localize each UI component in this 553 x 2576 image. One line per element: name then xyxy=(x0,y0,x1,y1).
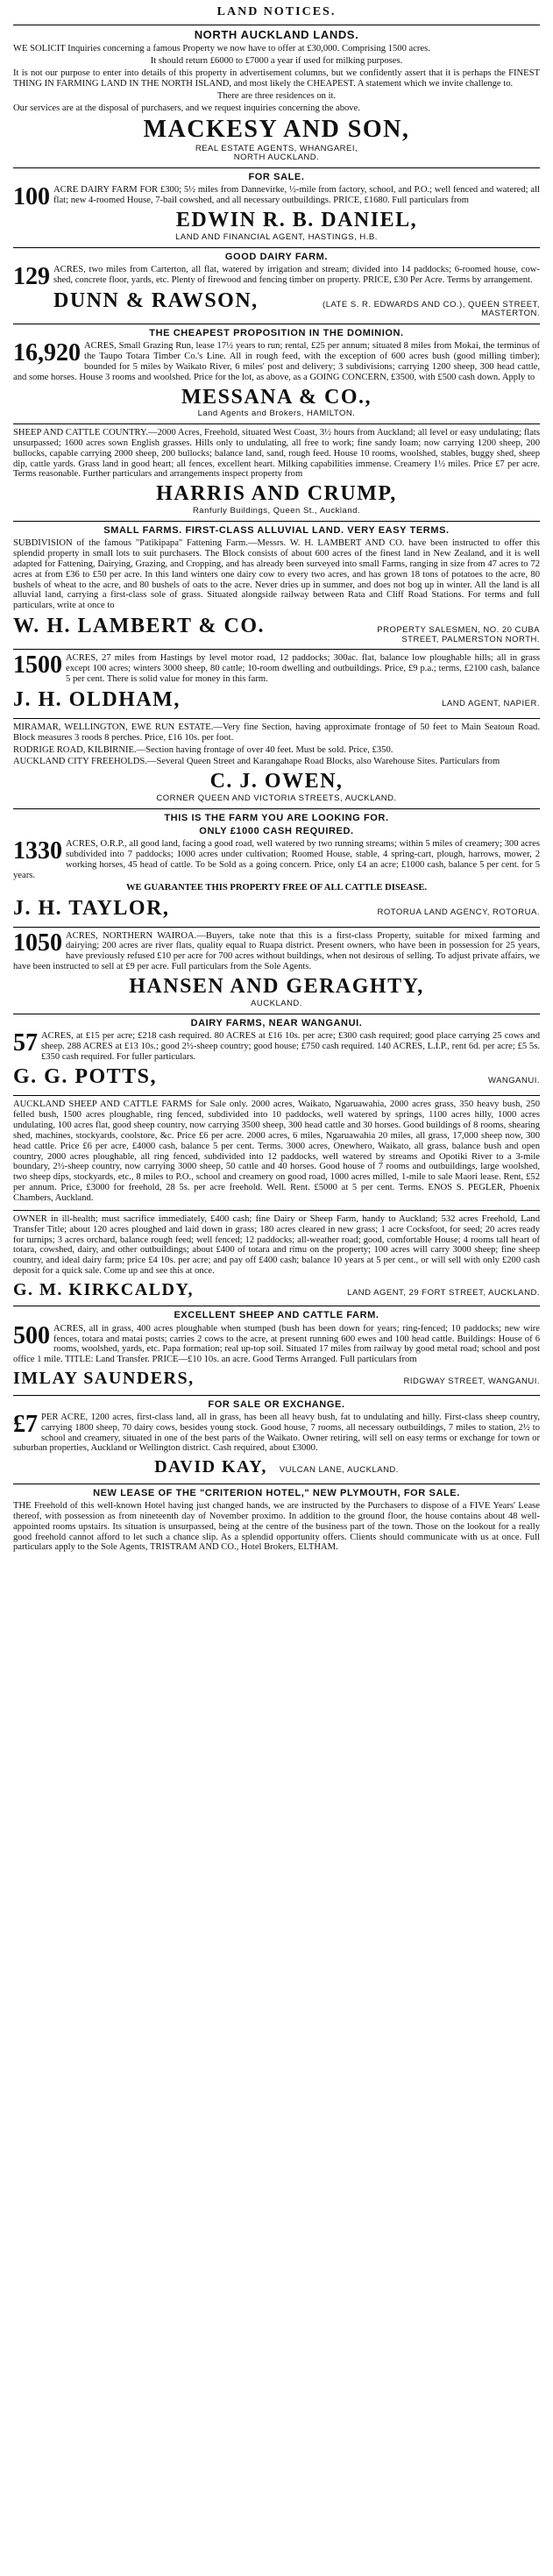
advertiser-name: HANSEN AND GERAGHTY, xyxy=(129,975,424,999)
ad-heading: DAIRY FARMS, NEAR WANGANUI. xyxy=(190,1017,363,1028)
ad-text: There are three residences on it. xyxy=(216,90,337,101)
advertiser-name: J. H. OLDHAM, xyxy=(13,688,181,711)
advertiser-sub: ROTORUA LAND AGENCY, ROTORUA. xyxy=(377,907,540,917)
ad-text: ACRES, NORTHERN WAIROA.—Buyers, take note that this is a first-class Property, suitable for mixed farming and dairying; 200 acres are river flats, quality equal to Ruapa district. Present owners, who have been in possession for 25 years, have previously refused £10 per acre for 700 acres without buildings, when not desirous of selling. To adjust private affairs, we have been instructed to sell at £9 per acre. Full particulars from the Sole Agents. xyxy=(13,930,540,972)
advertiser-name: W. H. LAMBERT & CO. xyxy=(13,615,266,638)
ad-text: ACRES, at £15 per acre; £218 cash required. 80 ACRES at £16 10s. per acre; £300 cash required; good place carrying 25 cows and sheep. 288 ACRES at £13 10s.; good 2½-sheep country; good house; £750 cash required. 140 ACRES, L.I.P., rent 6d. per acre; £5 5s. £350 cash required. For fuller particulars. xyxy=(41,1030,540,1062)
ad-text: SUBDIVISION of the famous "Patikipapa" Fattening Farm.—Messrs. W. H. LAMBERT AND CO. have been instructed to offer this splendid property in small lots to suit purchasers. The Block consists of about 600 acres of the finest land in New Zealand, and it is well adapted for Fattening, Dairying, Grazing, and Cropping, and has already been surveyed into small Farms, ranging in size from 47 acres to 72 acres at from £36 to £50 per acre. In this land winters one dairy cow to every two acres, and has grown 18 tons of potatoes to the acre, 80 bushels of wheat to the acre, and 80 bushels of oats to the acre. Never dries up in summer, and does not bog up in winter. All the land is all alluvial land, carrying a first-class sole of grass. Situated alongside railway between Rata and Cliff Road Stations. For terms and full particulars, write at once to xyxy=(13,538,540,611)
ad-hansen-geraghty xyxy=(13,928,540,1014)
ad-text: PER ACRE, 1200 acres, first-class land, all in grass, has been all heavy bush, fat to undulating and hilly. First-class sheep country, carrying 1800 sheep, 70 dairy cows, besides young stock. Good house, 7 rooms, all necessary outbuildings, 7 miles to station, 2½ to school and creamery, situated in one of the best parts of the Waikato. Owner retiring, will sell on easy terms or exchange for town or suburban properties, Auckland or Wellington district. Cash required, about £3000. xyxy=(13,1412,540,1454)
advertiser-name: MACKESY AND SON, xyxy=(143,116,410,144)
ad-heading: FOR SALE OR EXCHANGE. xyxy=(208,1398,345,1410)
ad-tristram xyxy=(13,1484,540,1560)
advertiser-sub: WANGANUI. xyxy=(487,1076,540,1086)
advertiser-name: MESSANA & CO., xyxy=(181,385,372,409)
ad-daniel xyxy=(13,168,540,248)
ad-text: It is not our purpose to enter into details of this property in advertisement columns, but we confidently assert that it is perhaps the FINEST THING IN FARMING LAND IN THE NORTH ISLAND, and most likely the CHEAPEST. A statement which we invite challenge to. xyxy=(13,68,540,89)
ad-oldham xyxy=(13,650,540,718)
newspaper-page xyxy=(13,4,540,2565)
advertiser-sub: AUCKLAND. xyxy=(251,998,302,1008)
ad-heading: SMALL FARMS. FIRST-CLASS ALLUVIAL LAND. VERY EASY TERMS. xyxy=(103,524,450,536)
ad-text: ACRES, two miles from Carterton, all flat, watered by irrigation and stream; divided into 14 paddocks; 6-roomed house, cow-shed, concrete floor, yards, etc. Plenty of firewood and fencing timber on property. PRICE, £30 Per Acre. Terms by arrangement. xyxy=(53,264,540,285)
ad-heading: GOOD DAIRY FARM. xyxy=(224,251,329,262)
advertiser-sub: REAL ESTATE AGENTS, WHANGAREI, xyxy=(195,143,358,153)
advertiser-name: J. H. TAYLOR, xyxy=(13,896,170,920)
ad-text: WE GUARANTEE THIS PROPERTY FREE OF ALL CATTLE DISEASE. xyxy=(125,882,428,893)
ad-heading: FOR SALE. xyxy=(248,171,305,182)
ad-heading: THIS IS THE FARM YOU ARE LOOKING FOR. xyxy=(164,812,389,823)
advertiser-sub: LAND AGENT, 29 FORT STREET, AUCKLAND. xyxy=(347,1288,540,1299)
ad-text: ACRE DAIRY FARM FOR £300; 5½ miles from Dannevirke, ½-mile from factory, school, and P.O.; well fenced and watered; all flat; new 4-roomed House, 7-bail cowshed, and all necessary outbuildings. PRICE, £1680. Full particulars from xyxy=(53,185,540,206)
ad-number: 100 xyxy=(13,183,50,211)
ad-number: 1500 xyxy=(13,651,62,680)
ad-number: 500 xyxy=(13,1321,50,1349)
ad-number: 1050 xyxy=(13,929,62,957)
ad-text: AUCKLAND CITY FREEHOLDS.—Several Queen Street and Karangahape Road Blocks, also Warehouse Sites. Particulars from xyxy=(13,757,500,767)
ad-number: 1330 xyxy=(13,837,62,865)
ad-text: ACRES, O.R.P., all good land, facing a good road, well watered by two running streams; within 5 miles of creamery; 300 acres subdivided into 7 paddocks; 1000 acres under cultivation; Roomed House, stable, 4 spring-cart, plough, harrows, mower, 2 working horses, 45 head of cattle. To be Sold as a going concern. Price, only £4 an acre; £1000 cash, balance 5 per cent. for 5 years. xyxy=(13,839,540,881)
advertiser-sub: CORNER QUEEN AND VICTORIA STREETS, AUCKLAND. xyxy=(156,793,397,804)
ad-dunn-rawson xyxy=(13,248,540,324)
advertiser-name: EDWIN R. B. DANIEL, xyxy=(175,209,418,232)
advertiser-name: G. M. KIRKCALDY, xyxy=(13,1280,195,1300)
advertiser-place: NORTH AUCKLAND. xyxy=(233,153,320,163)
advertiser-sub: PROPERTY SALESMEN, NO. 20 CUBA STREET, PALMERSTON NORTH. xyxy=(377,625,540,644)
advertiser-sub: VULCAN LANE, AUCKLAND. xyxy=(279,1465,399,1476)
ad-pegler xyxy=(13,1096,540,1211)
advertiser-sub: Land Agents and Brokers, HAMILTON. xyxy=(197,409,356,419)
ad-text: WE SOLICIT Inquiries concerning a famous Property we now have to offer at £30,000. Comprising 1500 acres. xyxy=(13,44,430,54)
ad-number: 16,920 xyxy=(13,339,81,367)
ad-saunders xyxy=(13,1306,540,1395)
ad-number: £7 xyxy=(13,1410,38,1438)
advertiser-sub: Ranfurly Buildings, Queen St., Auckland. xyxy=(192,506,361,516)
ad-text: OWNER in ill-health; must sacrifice immediately, £400 cash; fine Dairy or Sheep Farm, handy to Auckland; 532 acres Freehold, Land Transfer Title; about 120 acres ploughed and laid down in grass; 180 acres cleared in new grass; 1 acre Cocksfoot, for seed; 20 acres ready for turnips; 3 acres orchard, balance rough feed; well fenced; 12 paddocks; all-weather road; good, comfortable House; 4 rooms tall heart of totara, cowshed, dairy, and other outbuildings; about £400 of totara and rimu on the property; 100 acres will carry 3000 sheep; fine sheep country, and ideal dairy farm; price £4 10s. per acre; and pay off £400 cash; balance 10 years at 5 per cent., or will sell with only £200 cash deposit for a quick sale. Come up and see this at once. xyxy=(13,1213,540,1277)
ad-messana xyxy=(13,324,540,424)
advertiser-name: G. G. POTTS, xyxy=(13,1065,158,1089)
ad-potts xyxy=(13,1014,540,1097)
ad-lambert xyxy=(13,522,540,651)
ad-heading: NORTH AUCKLAND LANDS. xyxy=(194,27,359,41)
advertiser-name: IMLAY SAUNDERS, xyxy=(13,1369,195,1389)
advertiser-sub: (LATE S. R. EDWARDS AND CO.), QUEEN STREET, MASTERTON. xyxy=(323,299,540,319)
advertiser-sub: LAND AND FINANCIAL AGENT, HASTINGS, H.B. xyxy=(175,231,378,242)
ad-text: It should return £6000 to £7000 a year if used for milking purposes. xyxy=(150,56,403,67)
ad-number: 129 xyxy=(13,262,50,290)
ad-text: ACRES, all in grass, 400 acres ploughable when stumped (bush has been down for years; ring-fenced; 10 paddocks; new wire fences, totara and matai posts; carries 2 cows to the acre, at present running 600 ewes and 100 head cattle. Buildings: House of 6 rooms, woolshed, yards, etc. Papa formation; real up-top soil. Situated 17 miles from railway by good metal road; school and post office 1 mile. TITLE: Land Transfer. PRICE—£10 10s. an acre. Good Terms Arranged. Full particulars from xyxy=(13,1323,540,1365)
ad-owen xyxy=(13,719,540,809)
advertiser-name: C. J. OWEN, xyxy=(209,770,344,793)
ad-number: 57 xyxy=(13,1028,38,1057)
ad-text: AUCKLAND SHEEP AND CATTLE FARMS for Sale only. 2000 acres, Waikato, Ngaruawahia, 2000 acres grass, 350 heavy bush, 250 felled bush, 1500 acres ploughable, ring fenced, subdivided into 10 paddocks, well watered by springs, 1100 acres hilly, 1000 acres undulating, 100 acres flat, good sheep country, now carrying 3500 sheep, 300 head cattle and 30 horses. Good buildings of 8 rooms, shearing shed, machines, stockyards, coolstore, &c. Price £6 per acre. 2000 acres, 6 miles, Ngaruawahia 20 miles, all grass, 17,000 sheep now, 300 head cattle. Price £6 per acre, £4000 cash, balance 5 per cent. Terms. 3000 acres, Onewhero, Waikato, all grass, balance bush and open country, 2000 acres ploughable, all ring fenced, subdivided into 12 paddocks, well watered by streams and Opotiki River to a 3-mile boundary, 2½-sheep country, now carrying 3000 sheep, 50 cattle and 40 horses. Good house of 7 rooms and outbuildings, large woolshed, two sheep dips, stockyards, etc., 8 miles to P.O., school and creamery on good road, 1000 acres milled, 1-mile to sale Maori lease. Rent, £52 per annum. Price, £3000 for freehold, 28 5s. per acre freehold. Well. Rent. £5000 at 5 per cent. Terms. ENOS S. PEGLER, Phoenix Chambers, Auckland. xyxy=(13,1099,540,1204)
ad-harris-crump xyxy=(13,424,540,522)
ad-taylor xyxy=(13,809,540,928)
ad-text: SHEEP AND CATTLE COUNTRY.—2000 Acres, Freehold, situated West Coast, 3½ hours from Auckland; all level or easy undulating; flats unsurpassed; 1600 acres sown English grasses. Hills only to undulating, all free to work; fine sandy loam; now carrying 1200 sheep, 200 bullocks, capable carrying 2000 sheep, 200 bullocks; balance land, sand, rough feed. House 10 rooms, woolshed, stables, buggy shed, sheep dip, cattle yards. Grass land in good heart; all fences, excellent heart. Milking capabilities immense. Creamery 1½ miles. Price £7 per acre. Terms reasonable. Further particulars and arrangements inspect property from xyxy=(13,428,540,480)
ad-text: THE Freehold of this well-known Hotel having just changed hands, we are instructed by the Purchasers to dispose of a FIVE Years' Lease thereof, with possession as from nineteenth day of November proximo. In addition to the ground floor, the house contains about 48 well-appointed rooms upstairs. Its situation is unsurpassed, being at the centre of the business part of the town. Those on the lookout for a really good freehold cannot afford to let such a chance slip. As a splendid opportunity offers. Clients should communicate with us at once. Full particulars apply to the Sole Agents, TRISTRAM AND CO., Hotel Brokers, ELTHAM. xyxy=(13,1501,540,1553)
advertiser-sub: RIDGWAY STREET, WANGANUI. xyxy=(403,1377,540,1387)
ad-text: Our services are at the disposal of purchasers, and we request inquiries concerning the above. xyxy=(13,103,360,113)
ad-text: ACRES, Small Grazing Run, lease 17½ years to run; rental, £25 per annum; situated 8 miles from Mokai, the terminus of the Taupo Totara Timber Co.'s Line. All in rough feed, with the exception of 600 acres bush (good milling timber); bounded for 5 miles by Waikato River, 6 miles' post and delivery; 3 subdivisions; carrying 1200 sheep, 300 head cattle, and some horses. House 3 rooms and woolshed. Price for the lot, as above, as a GOING CONCERN, £3500, with £500 cash down. Apply to xyxy=(13,341,540,382)
ad-text: RODRIGE ROAD, KILBIRNIE.—Section having frontage of over 40 feet. Must be sold. Price, £350. xyxy=(13,744,393,755)
ad-text: ACRES, 27 miles from Hastings by level motor road, 12 paddocks; 300ac. flat, balance low ploughable hills; all in grass except 100 acres; winters 3000 sheep, 80 cattle; 10-room dwelling and outbuildings. Price, £9 p.a.; terms, £2100 cash, balance 5 per cent. There is solid value for money in this farm. xyxy=(66,653,540,685)
ad-kay xyxy=(13,1396,540,1484)
advertiser-name: DUNN & RAWSON, xyxy=(53,288,259,312)
ad-text: MIRAMAR, WELLINGTON, EWE RUN ESTATE.—Very fine Section, having approximate frontage of 50 feet to Main Seatoun Road. Block measures 3 roods 8 perches. Price, £16 10s. per foot. xyxy=(13,722,540,743)
ad-mackesy xyxy=(13,25,540,168)
advertiser-name: HARRIS AND CRUMP, xyxy=(156,482,397,506)
ad-kirkcaldy xyxy=(13,1211,540,1307)
advertiser-name: DAVID KAY, xyxy=(154,1457,267,1477)
ad-heading: EXCELLENT SHEEP AND CATTLE FARM. xyxy=(174,1310,379,1321)
ad-heading: ONLY £1000 CASH REQUIRED. xyxy=(199,826,354,837)
advertiser-sub: LAND AGENT, NAPIER. xyxy=(442,699,540,708)
ad-heading: NEW LEASE OF THE "CRITERION HOTEL," NEW PLYMOUTH, FOR SALE. xyxy=(93,1487,460,1498)
page-header: LAND NOTICES. xyxy=(13,4,540,25)
ad-heading: THE CHEAPEST PROPOSITION IN THE DOMINION. xyxy=(149,327,404,338)
